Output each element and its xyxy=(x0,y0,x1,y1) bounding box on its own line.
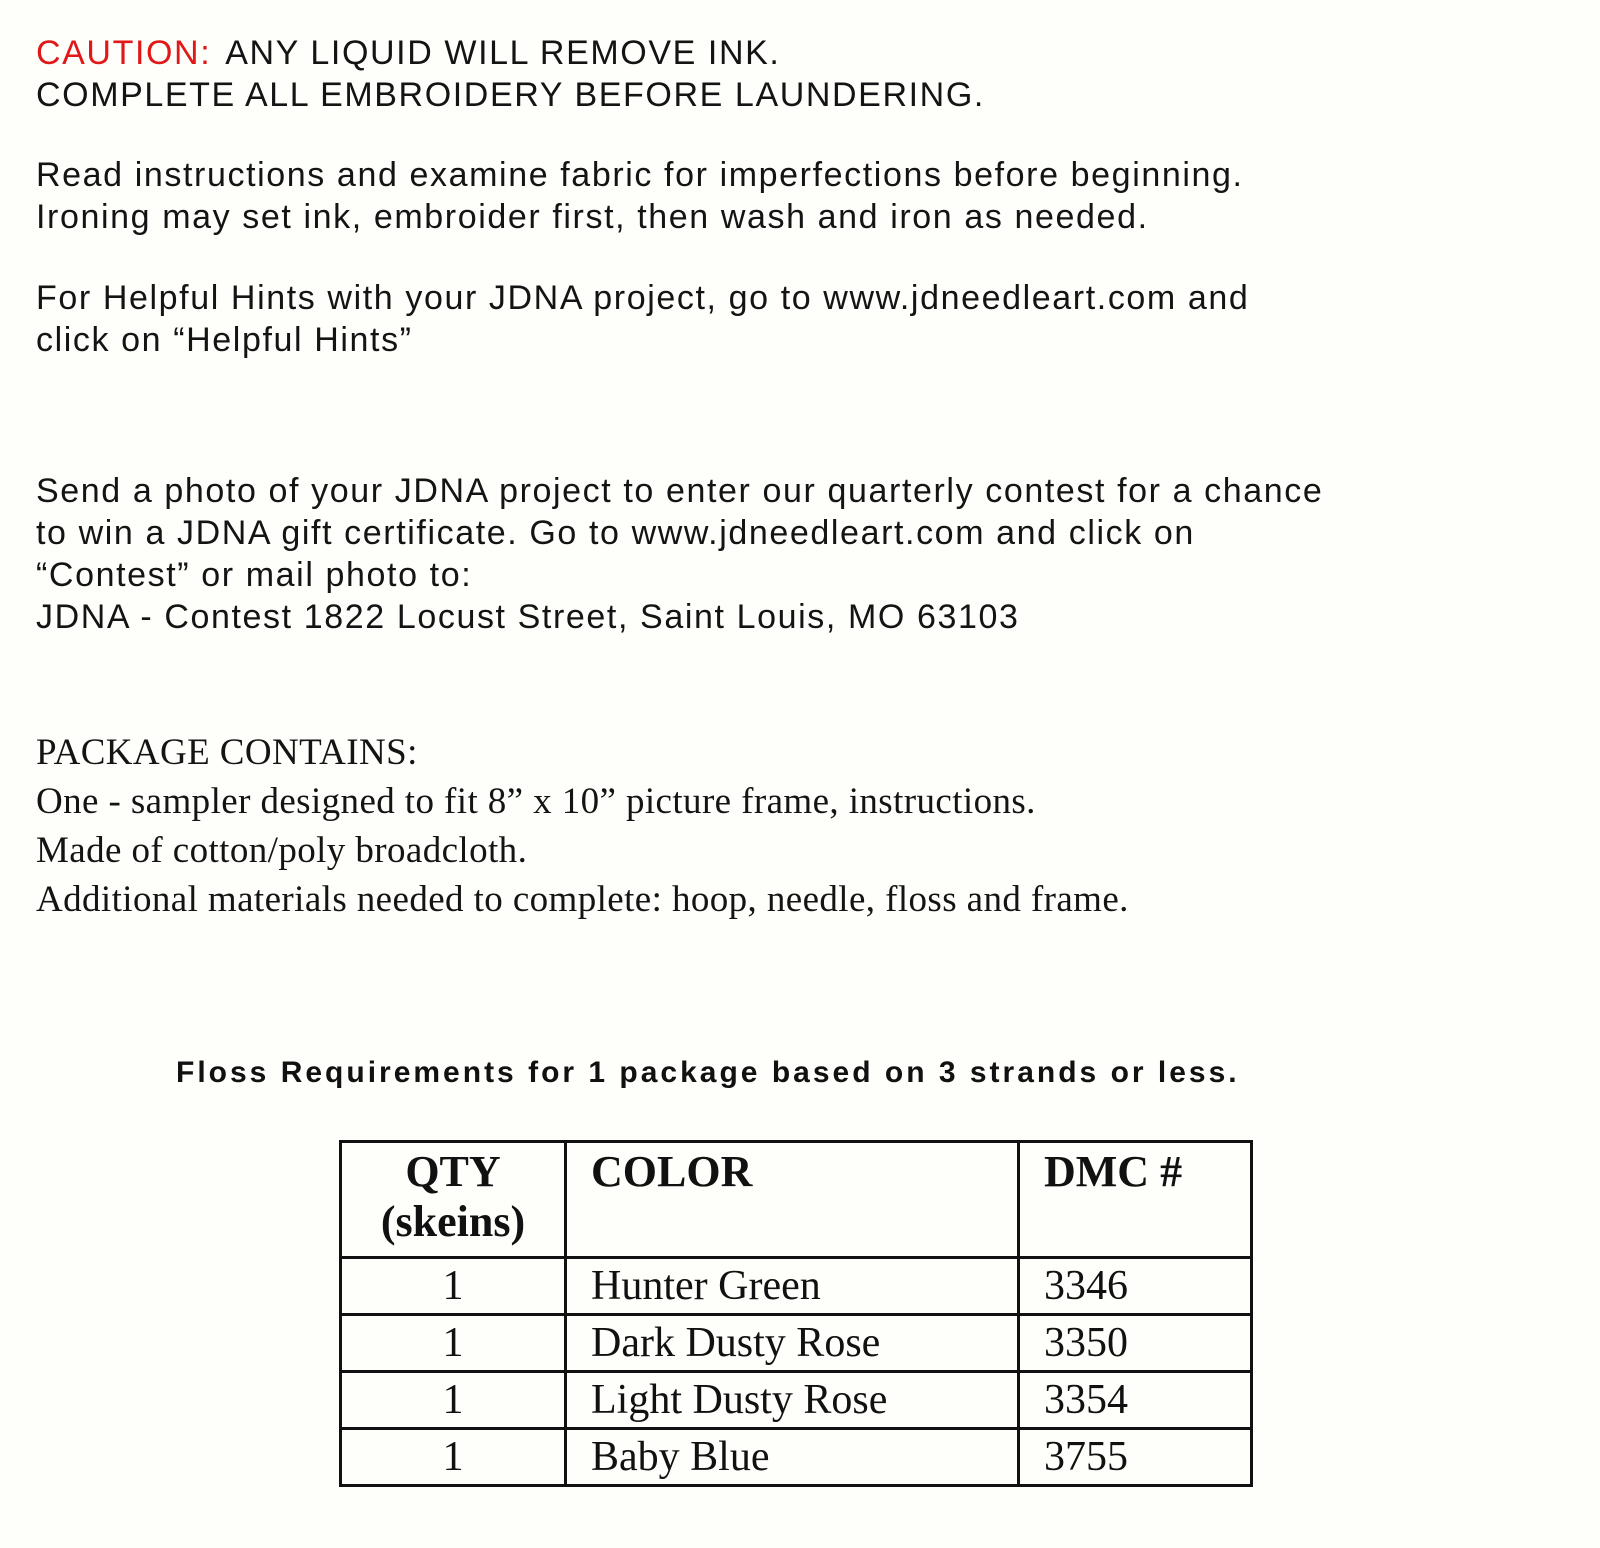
package-line-1: One - sampler designed to fit 8” x 10” picture frame, instructions. xyxy=(36,781,1036,822)
caution-label: CAUTION: xyxy=(36,34,212,72)
caution-notice xyxy=(36,32,985,116)
dmc-cell: 3350 xyxy=(1019,1315,1252,1372)
header-qty-unit: (skeins) xyxy=(380,1197,526,1246)
package-line-2: Made of cotton/poly broadcloth. xyxy=(36,830,528,871)
table-header-row xyxy=(341,1142,1252,1258)
caution-line-1 xyxy=(36,32,985,74)
caution-line-2: COMPLETE ALL EMBROIDERY BEFORE LAUNDERING. xyxy=(36,76,985,114)
qty-cell: 1 xyxy=(341,1258,566,1315)
qty-cell: 1 xyxy=(341,1372,566,1429)
hints-line-1: For Helpful Hints with your JDNA project, go to www.jdneedleart.com and xyxy=(36,279,1250,317)
helpful-hints-paragraph xyxy=(36,277,1249,361)
dmc-cell: 3346 xyxy=(1019,1258,1252,1315)
contest-line-1: Send a photo of your JDNA project to enter our quarterly contest for a chance xyxy=(36,472,1324,510)
color-cell: Baby Blue xyxy=(566,1429,1019,1486)
instructions-line-2: Ironing may set ink, embroider first, then wash and iron as needed. xyxy=(36,198,1149,236)
color-cell: Light Dusty Rose xyxy=(566,1372,1019,1429)
contest-line-3: “Contest” or mail photo to: xyxy=(36,556,473,594)
table-row xyxy=(341,1429,1252,1486)
dmc-cell: 3755 xyxy=(1019,1429,1252,1486)
instructions-paragraph xyxy=(36,154,1244,238)
header-qty-label: QTY xyxy=(405,1147,501,1196)
contest-address: JDNA - Contest 1822 Locust Street, Saint Louis, MO 63103 xyxy=(36,598,1020,636)
dmc-cell: 3354 xyxy=(1019,1372,1252,1429)
instructions-line-1: Read instructions and examine fabric for imperfections before beginning. xyxy=(36,156,1244,194)
package-contents xyxy=(36,728,1129,924)
package-heading: PACKAGE CONTAINS: xyxy=(36,732,418,773)
floss-table xyxy=(339,1140,1253,1487)
contest-line-2: to win a JDNA gift certificate. Go to www.jdneedleart.com and click on xyxy=(36,514,1195,552)
table-row xyxy=(341,1258,1252,1315)
table-row xyxy=(341,1372,1252,1429)
caution-text: ANY LIQUID WILL REMOVE INK. xyxy=(225,34,781,72)
hints-line-2: click on “Helpful Hints” xyxy=(36,321,413,359)
table-row xyxy=(341,1315,1252,1372)
qty-cell: 1 xyxy=(341,1315,566,1372)
header-qty xyxy=(341,1142,566,1258)
header-color: COLOR xyxy=(566,1142,1019,1258)
header-dmc: DMC # xyxy=(1019,1142,1252,1258)
contest-paragraph xyxy=(36,470,1323,638)
color-cell: Dark Dusty Rose xyxy=(566,1315,1019,1372)
color-cell: Hunter Green xyxy=(566,1258,1019,1315)
package-line-3: Additional materials needed to complete: hoop, needle, floss and frame. xyxy=(36,879,1129,920)
qty-cell: 1 xyxy=(341,1429,566,1486)
floss-requirements-title: Floss Requirements for 1 package based on 3 strands or less. xyxy=(176,1056,1240,1089)
